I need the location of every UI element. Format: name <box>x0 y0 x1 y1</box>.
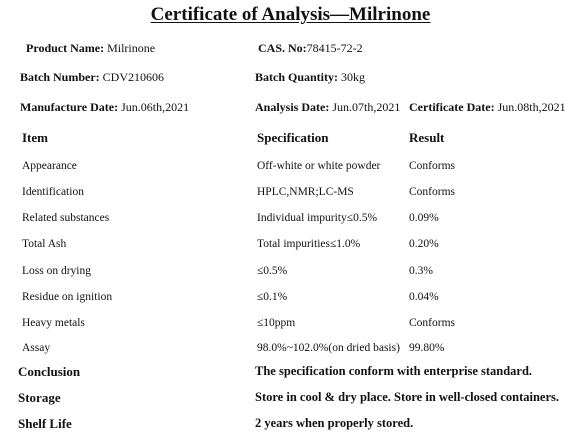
row-item: Residue on ignition <box>22 291 113 303</box>
analysis-date-label: Analysis Date: <box>255 100 330 114</box>
analysis-date-value: Jun.07th,2021 <box>332 100 401 114</box>
row-result: Conforms <box>409 317 455 329</box>
cas-number-field <box>258 41 363 56</box>
row-result: 0.09% <box>409 212 439 224</box>
batch-quantity-field <box>255 70 365 85</box>
row-item: Heavy metals <box>22 317 85 329</box>
batch-number-field <box>20 70 164 85</box>
storage-label: Storage <box>18 390 61 405</box>
header-result: Result <box>409 130 445 145</box>
batch-quantity-value: 30kg <box>341 70 366 84</box>
row-item: Assay <box>22 342 51 354</box>
batch-number-value: CDV210606 <box>102 70 165 84</box>
batch-number-label: Batch Number: <box>20 70 100 84</box>
row-specification: Individual impurity≤0.5% <box>257 212 378 224</box>
row-item: Loss on drying <box>22 265 91 277</box>
product-name-value: Milrinone <box>107 41 156 55</box>
product-name-field <box>26 41 155 56</box>
cas-number-value: 78415-72-2 <box>306 41 363 55</box>
document-title: Certificate of Analysis—Milrinone <box>150 4 431 25</box>
row-result: 0.04% <box>409 291 439 303</box>
row-item: Identification <box>22 186 84 198</box>
certificate-date-value: Jun.08th,2021 <box>497 100 566 114</box>
row-specification: 98.0%~102.0%(on dried basis) <box>257 342 400 354</box>
row-specification: ≤0.1% <box>257 291 288 303</box>
row-specification: ≤10ppm <box>257 317 296 329</box>
row-item: Appearance <box>22 160 77 172</box>
product-name-label: Product Name: <box>26 41 105 55</box>
row-result: 99.80% <box>409 342 445 354</box>
manufacture-date-value: Jun.06th,2021 <box>121 100 190 114</box>
conclusion-text: The specification conform with enterprise standard. <box>255 364 533 378</box>
row-result: 0.3% <box>409 265 433 277</box>
cas-number-label: CAS. No: <box>258 41 307 55</box>
analysis-date-field <box>255 100 400 115</box>
conclusion-label: Conclusion <box>18 364 81 379</box>
header-specification: Specification <box>257 130 329 145</box>
storage-text: Store in cool & dry place. Store in well-closed containers. <box>255 390 560 404</box>
manufacture-date-field <box>20 100 189 115</box>
row-specification: Off-white or white powder <box>257 160 381 172</box>
row-item: Total Ash <box>22 238 67 250</box>
row-specification: HPLC,NMR;LC-MS <box>257 186 354 198</box>
row-result: Conforms <box>409 160 455 172</box>
certificate-date-field <box>409 100 566 115</box>
certificate-date-label: Certificate Date: <box>409 100 495 114</box>
shelf-life-text: 2 years when properly stored. <box>255 416 414 430</box>
row-item: Related substances <box>22 212 110 224</box>
row-specification: Total impurities≤1.0% <box>257 238 361 250</box>
row-result: Conforms <box>409 186 455 198</box>
manufacture-date-label: Manufacture Date: <box>20 100 119 114</box>
header-item: Item <box>22 130 48 145</box>
batch-quantity-label: Batch Quantity: <box>255 70 339 84</box>
shelf-life-label: Shelf Life <box>18 416 72 431</box>
row-specification: ≤0.5% <box>257 265 288 277</box>
row-result: 0.20% <box>409 238 439 250</box>
